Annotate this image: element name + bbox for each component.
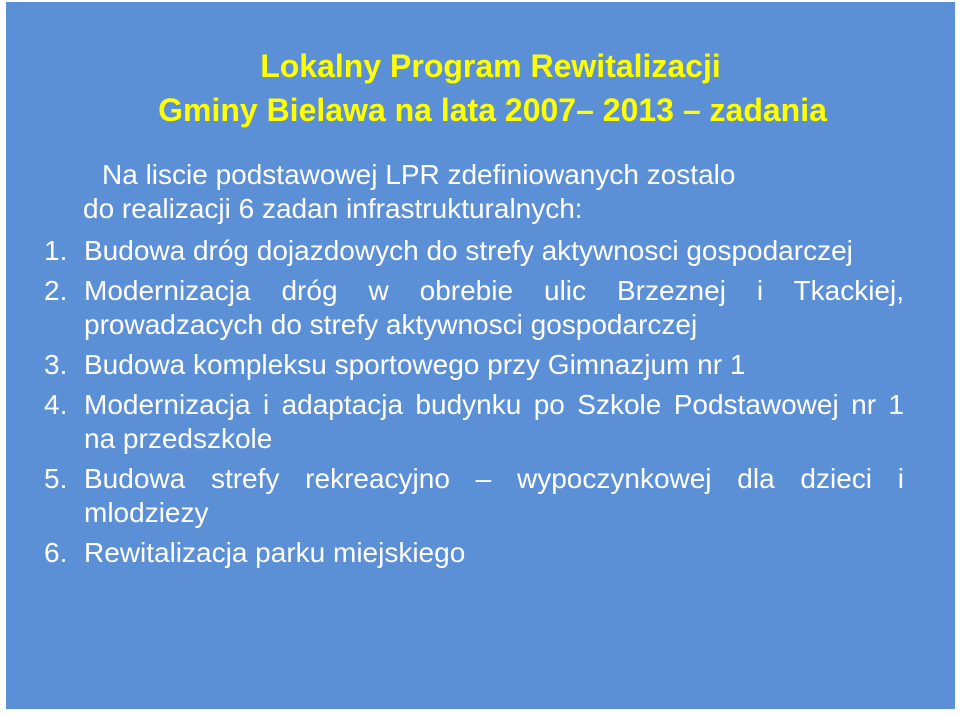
- task-item-4: [44, 388, 904, 456]
- task-number: 3.: [44, 349, 68, 380]
- task-text: Modernizacja dróg w obrebie ulic Brzeznej i Tkackiej, prowadzacych do strefy aktywnosci gospodarczej: [84, 275, 904, 340]
- slide-title-line-1: Lokalny Program Rewitalizacji: [260, 48, 721, 84]
- task-item-6: [44, 536, 904, 570]
- slide-title-line-2: Gminy Bielawa na lata 2007– 2013 – zadania: [158, 92, 827, 128]
- task-number: 1.: [44, 235, 68, 266]
- task-number: 4.: [44, 389, 68, 420]
- task-item-3: [44, 348, 904, 382]
- task-number: 5.: [44, 463, 68, 494]
- task-list: [44, 234, 904, 576]
- task-text: Budowa dróg dojazdowych do strefy aktywnosci gospodarczej: [84, 235, 853, 266]
- slide: [6, 2, 955, 709]
- intro-line-1: Na liscie podstawowej LPR zdefiniowanych zostalo: [102, 159, 736, 190]
- task-item-2: [44, 274, 904, 342]
- task-text: Budowa strefy rekreacyjno – wypoczynkowej dla dzieci i mlodziezy: [84, 463, 904, 528]
- task-text: Modernizacja i adaptacja budynku po Szkole Podstawowej nr 1 na przedszkole: [84, 389, 904, 454]
- task-text: Budowa kompleksu sportowego przy Gimnazjum nr 1: [84, 349, 746, 380]
- intro-line-2: do realizacji 6 zadan infrastrukturalnych:: [83, 193, 583, 224]
- task-item-1: [44, 234, 904, 268]
- intro-paragraph: [83, 158, 903, 226]
- task-number: 6.: [44, 537, 68, 568]
- task-number: 2.: [44, 275, 68, 306]
- task-text: Rewitalizacja parku miejskiego: [84, 537, 466, 568]
- task-item-5: [44, 462, 904, 530]
